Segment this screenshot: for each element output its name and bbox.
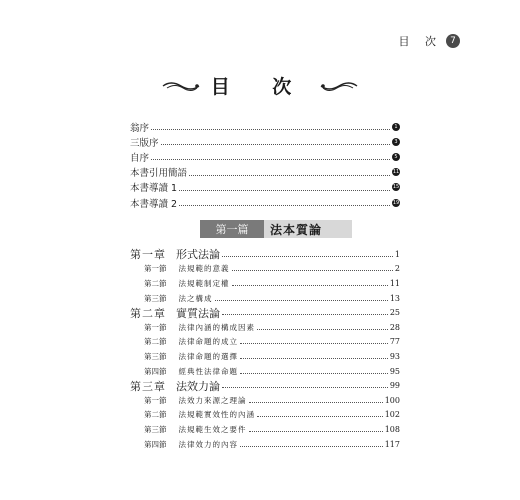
entry-label: 自序: [130, 152, 150, 164]
dot-leader: [240, 446, 383, 447]
chapter-row: [130, 378, 400, 393]
section-title: 法規範生效之要件: [178, 424, 247, 434]
page-number: 77: [389, 337, 400, 347]
section-number: 第四節: [144, 439, 167, 449]
section-number: 第二節: [144, 278, 167, 288]
dot-leader: [151, 159, 390, 160]
entry-label: 三版序: [130, 137, 159, 149]
section-number: 第三節: [144, 424, 167, 434]
page-number: 99: [389, 381, 400, 391]
title-text: 目 次: [210, 76, 310, 98]
header-page-number: 7: [446, 34, 460, 48]
section-title: 法規範制定權: [178, 278, 230, 288]
dot-leader: [257, 329, 388, 330]
chapter-title: 實質法論: [176, 306, 220, 320]
chapter-row: [130, 305, 400, 320]
section-row: [130, 437, 400, 452]
section-title: 法規範的意義: [178, 264, 230, 274]
chapter-title: 法效力論: [176, 379, 220, 393]
page-number: 102: [384, 410, 400, 420]
entry-label: 翁序: [130, 122, 150, 134]
chapter-number: 第三章: [130, 379, 166, 393]
section-row: [130, 364, 400, 379]
dot-leader: [222, 387, 388, 388]
section-number: 第一節: [144, 264, 167, 274]
chapter-row: [130, 247, 400, 262]
dot-leader: [161, 144, 390, 145]
dot-leader: [249, 402, 383, 403]
page-number: 1: [394, 249, 400, 259]
page-number: 93: [389, 351, 400, 361]
list-item: [130, 149, 400, 164]
section-number: 第三節: [144, 293, 167, 303]
header-label: 目 次: [398, 35, 442, 48]
section-row: [130, 349, 400, 364]
part-heading: [200, 220, 352, 238]
chapter-number: 第一章: [130, 248, 166, 262]
part-title: 法本質論: [264, 220, 352, 238]
page-number: 5: [392, 153, 400, 161]
dot-leader: [240, 373, 388, 374]
dot-leader: [257, 416, 383, 417]
section-number: 第二節: [144, 337, 167, 347]
page-number: 19: [392, 199, 400, 206]
section-row: [130, 320, 400, 335]
chapter-title: 形式法論: [176, 248, 220, 262]
section-title: 經典性法律命題: [178, 366, 238, 376]
section-number: 第四節: [144, 366, 167, 376]
dot-leader: [189, 175, 390, 176]
page-number: 100: [384, 395, 400, 405]
section-row: [130, 408, 400, 423]
page-number: 28: [389, 322, 400, 332]
list-item: [130, 119, 400, 134]
page-number: 1: [392, 123, 400, 131]
ornament-left-icon: [161, 79, 201, 93]
running-header: [399, 33, 461, 49]
dot-leader: [232, 285, 388, 286]
dot-leader: [240, 343, 388, 344]
chapter-label: [130, 378, 220, 394]
page-number: 11: [389, 278, 400, 288]
table-of-contents: [130, 247, 400, 451]
list-item: [130, 195, 400, 210]
page-number: 2: [394, 264, 400, 274]
entry-label: 本書導讀 1: [130, 183, 178, 195]
section-title: 法規範實效性的內涵: [178, 410, 255, 420]
list-item: [130, 134, 400, 149]
chapter-label: [130, 246, 220, 262]
page-number: 95: [389, 366, 400, 376]
dot-leader: [232, 270, 393, 271]
page-number: 11: [392, 169, 400, 176]
list-item: [130, 180, 400, 195]
page-number: 3: [392, 138, 400, 146]
dot-leader: [222, 314, 388, 315]
front-matter-list: [130, 119, 400, 210]
section-row: [130, 276, 400, 291]
entry-label: 本書導讀 2: [130, 198, 178, 210]
section-number: 第二節: [144, 410, 167, 420]
dot-leader: [249, 431, 383, 432]
chapter-number: 第二章: [130, 306, 166, 320]
page-number: 15: [392, 184, 400, 191]
page-title: [0, 72, 520, 99]
page-number: 117: [384, 439, 400, 449]
section-row: [130, 262, 400, 277]
section-title: 法律內涵的構成因素: [178, 322, 255, 332]
entry-label: 本書引用簡語: [130, 168, 188, 180]
part-number: 第一篇: [200, 220, 264, 238]
section-row: [130, 393, 400, 408]
dot-leader: [222, 256, 393, 257]
dot-leader: [179, 190, 390, 191]
chapter-label: [130, 305, 220, 321]
section-title: 法之構成: [178, 293, 213, 303]
section-number: 第三節: [144, 351, 167, 361]
page-number: 13: [389, 293, 400, 303]
page-number: 25: [389, 308, 400, 318]
section-title: 法律命題的成立: [178, 337, 238, 347]
section-title: 法律命題的選擇: [178, 351, 238, 361]
list-item: [130, 165, 400, 180]
section-number: 第一節: [144, 395, 167, 405]
page-number: 108: [384, 424, 400, 434]
section-row: [130, 291, 400, 306]
dot-leader: [240, 358, 388, 359]
section-row: [130, 422, 400, 437]
dot-leader: [151, 129, 390, 130]
ornament-right-icon: [319, 79, 359, 93]
section-row: [130, 335, 400, 350]
dot-leader: [179, 205, 390, 206]
section-number: 第一節: [144, 322, 167, 332]
section-title: 法效力來源之理論: [178, 395, 247, 405]
section-title: 法律效力的內容: [178, 439, 238, 449]
dot-leader: [215, 300, 388, 301]
